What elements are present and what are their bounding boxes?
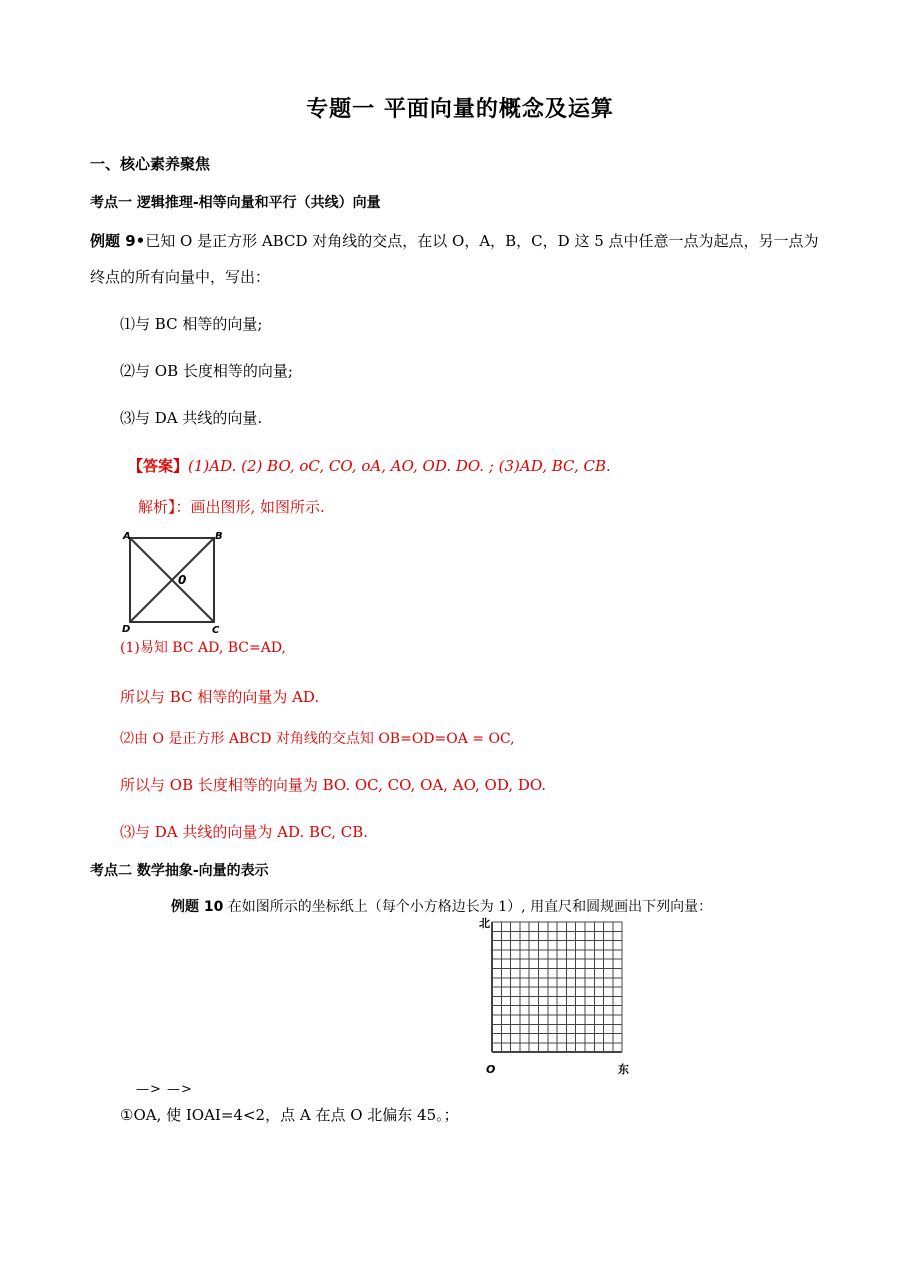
north-label: 北 [479,917,490,930]
example10-line [171,896,712,916]
label-b: B [215,531,223,542]
solution-2: 所以与 BC 相等的向量为 AD. [120,688,320,706]
example9-text1: 已知 O 是正方形 ABCD 对角线的交点，在以 O，A，B，C，D 这 5 点中任意一点为起点，另一点为 [145,232,819,250]
page-title: 专题一 平面向量的概念及运算 [306,97,614,122]
label-o: 0 [178,573,187,587]
example9-label: 例题 9• [90,232,146,250]
example10-label: 例题 10 [171,899,224,915]
answer-line [128,455,611,476]
answer-label: 【答案】 [128,457,189,475]
solution-1: (1)易知 BC AD, BC=AD, [120,640,287,656]
question-3: ⑶与 DA 共线的向量. [120,409,263,427]
label-c: C [212,625,220,636]
solution-4: 所以与 OB 长度相等的向量为 BO. OC, CO, OA, AO, OD, DO. [120,776,547,794]
label-a: A [123,531,131,542]
section-heading: 一、核心素养聚焦 [90,155,211,173]
answer-text: (1)AD. (2) BO, oC, CO, oA, AO, OD. DO. ; (3)AD, BC, CB. [188,457,611,475]
square-figure [118,528,228,640]
example9-line1 [90,230,819,251]
label-d: D [122,624,131,635]
solution-3: ⑵由 O 是正方形 ABCD 对角线的交点知 OB=OD=OA = OC, [120,731,515,747]
analysis-line: 解析】：画出图形, 如图所示. [138,498,325,516]
question-1: ⑴与 BC 相等的向量; [120,315,263,333]
vector-arrows: —> —> [136,1082,193,1097]
example10-text: 在如图所示的坐标纸上（每个小方格边长为 1）, 用直尺和圆规画出下列向量： [227,899,713,915]
example9-line2: 终点的所有向量中，写出： [90,268,271,286]
east-label: 东 [618,1063,629,1076]
item-1: ①OA, 使 IOAI=4<2，点 A 在点 O 北偏东 45。； [120,1106,459,1124]
topic-heading-1: 考点一 逻辑推理-相等向量和平行（共线）向量 [90,195,381,211]
question-2: ⑵与 OB 长度相等的向量; [120,362,293,380]
topic-heading-2: 考点二 数学抽象-向量的表示 [90,863,269,879]
coordinate-grid [476,915,636,1077]
solution-5: ⑶与 DA 共线的向量为 AD. BC, CB. [120,823,369,841]
origin-label: O [486,1063,496,1076]
